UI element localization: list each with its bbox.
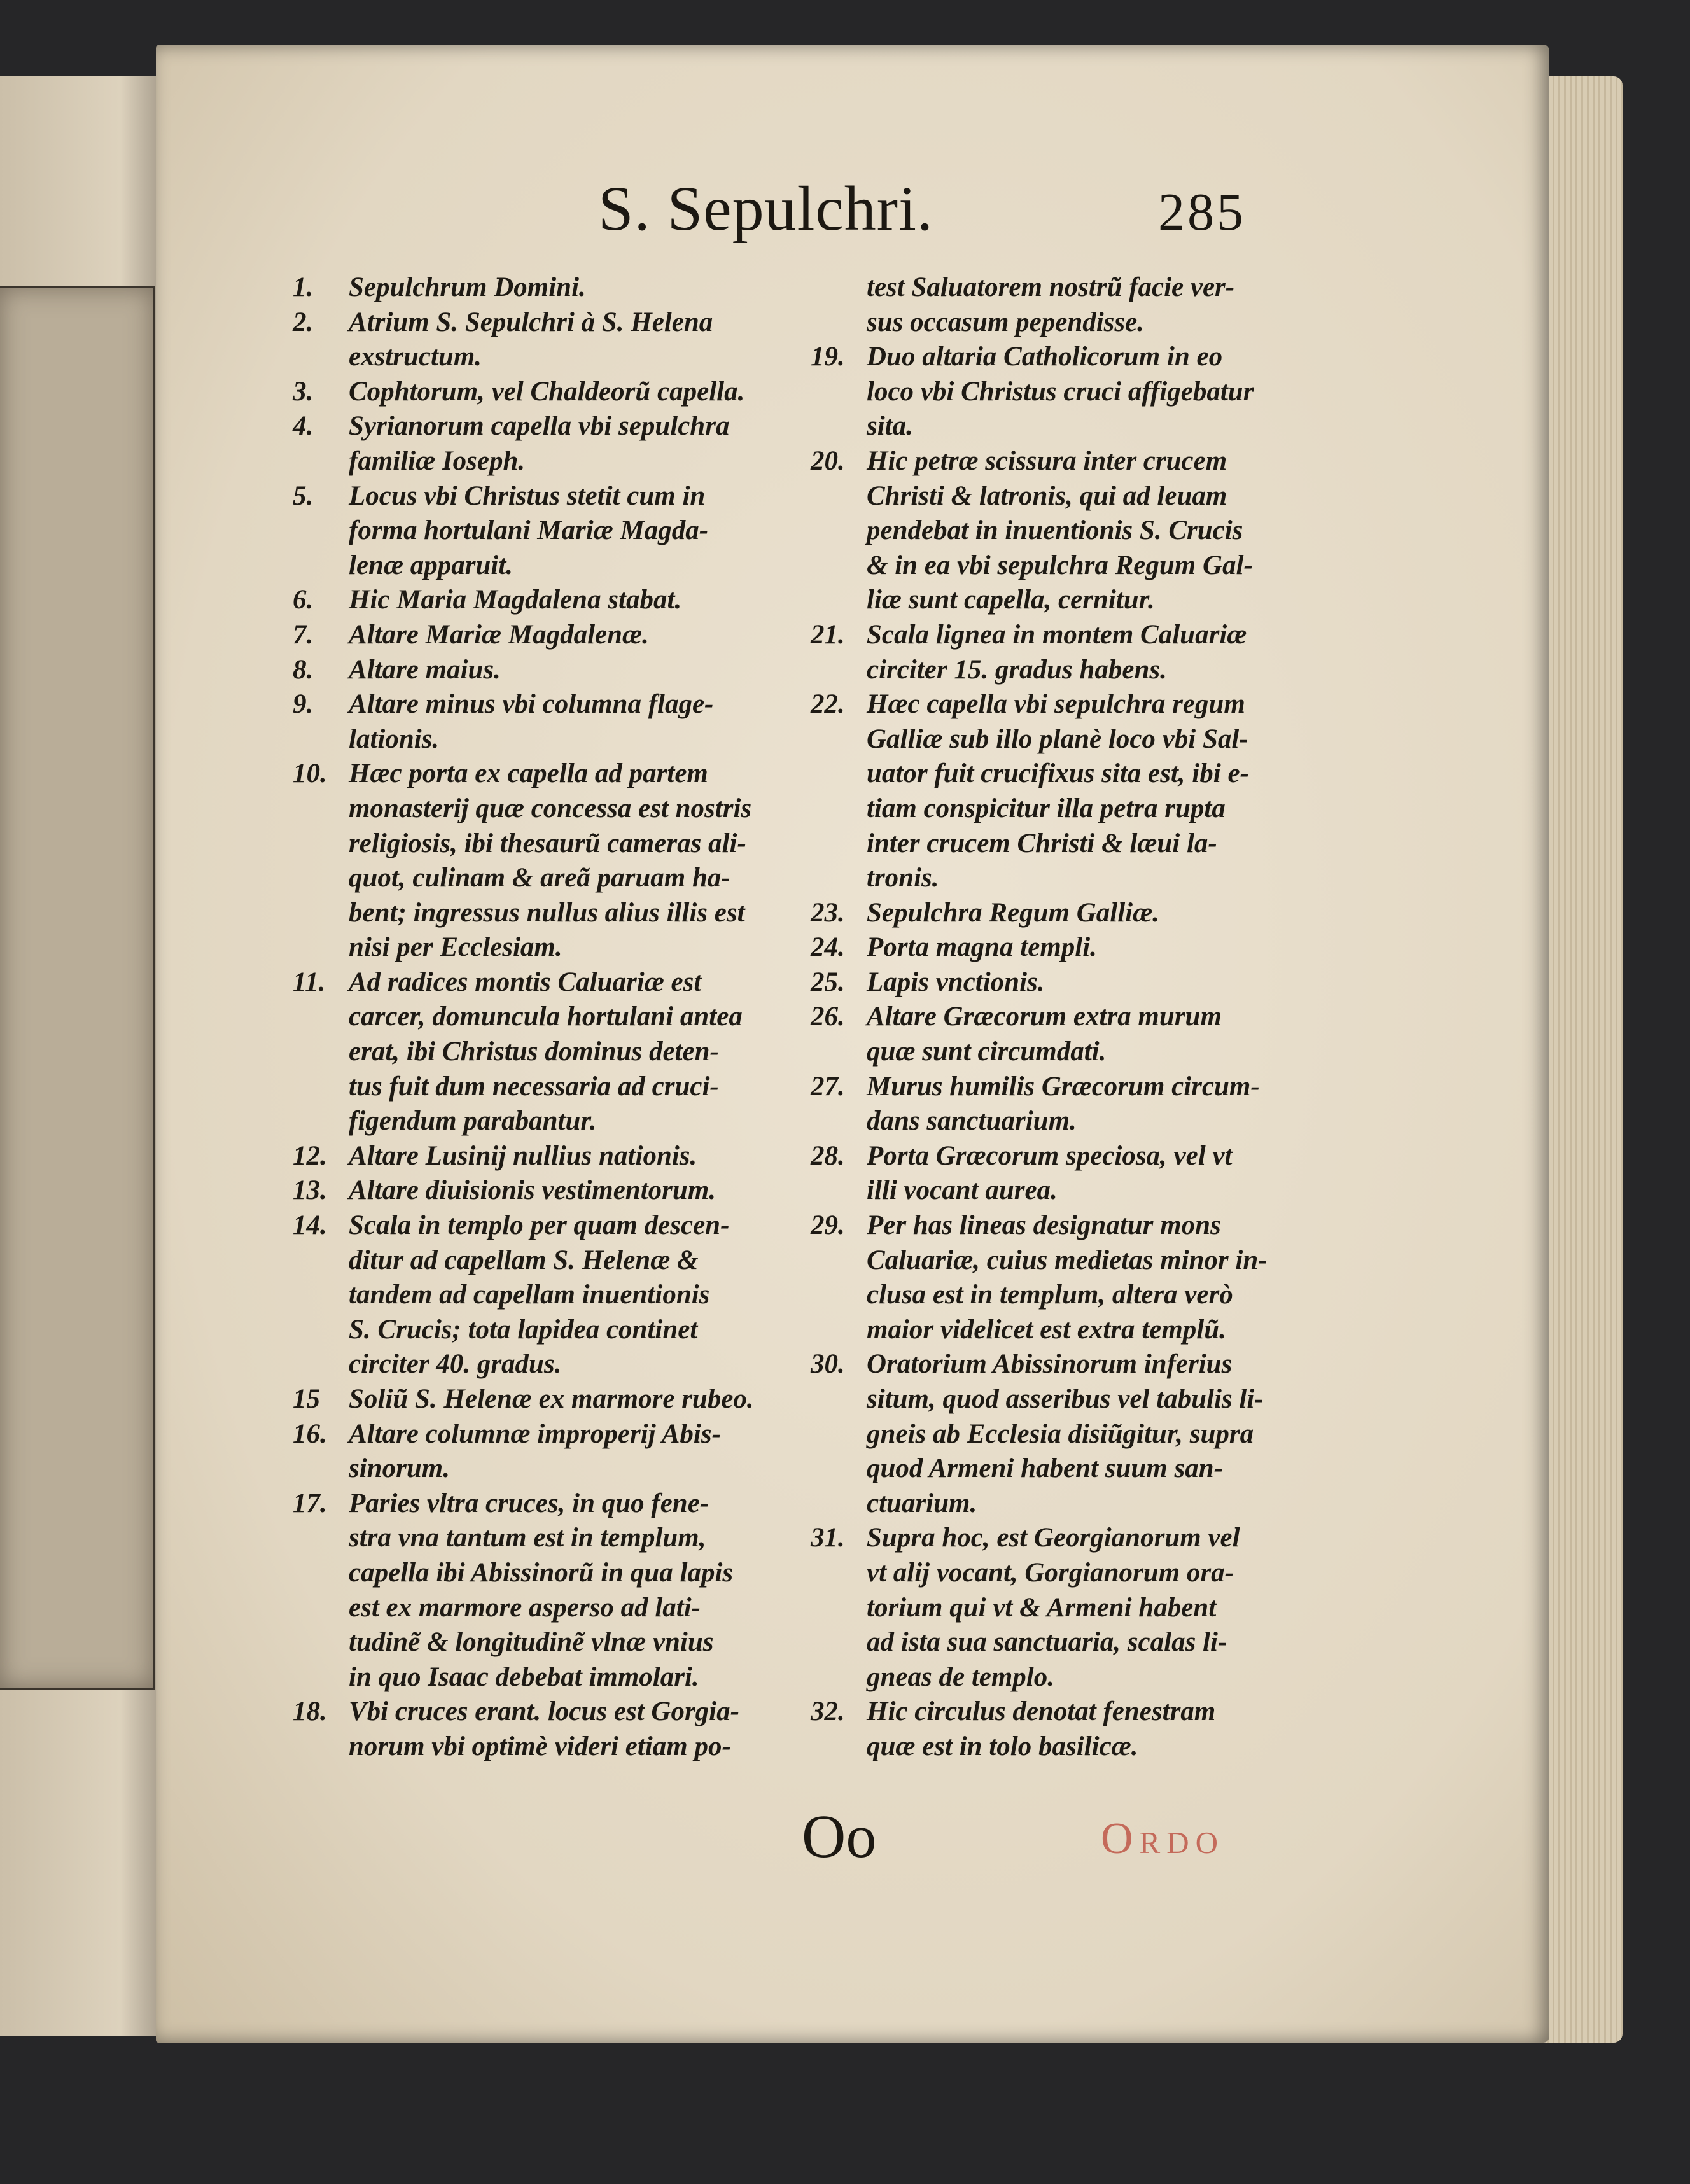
entry-number: 22. — [811, 689, 845, 720]
entry-number: 17. — [293, 1488, 327, 1518]
entry-text-line: est ex marmore asperso ad lati- — [349, 1592, 701, 1623]
entry-text-line: quæ sunt circumdati. — [867, 1037, 1107, 1067]
legend-entry — [293, 305, 775, 375]
entry-text-line: inter crucem Christi & læui la- — [867, 828, 1217, 858]
legend-entry — [811, 618, 1287, 687]
legend-entry — [293, 479, 775, 584]
entry-text-line: pendebat in inuentionis S. Crucis — [867, 515, 1243, 546]
entry-text-line: capella ibi Abissinorũ in qua lapis — [349, 1557, 734, 1588]
legend-entry — [293, 375, 775, 410]
legend-entry — [293, 1695, 775, 1764]
legend-entry — [811, 340, 1287, 444]
entry-text-line: Ad radices montis Caluariæ est — [349, 967, 702, 997]
entry-text-line: forma hortulani Mariæ Magda- — [349, 515, 709, 546]
entry-text-line: sita. — [867, 411, 913, 442]
entry-number: 25. — [811, 967, 845, 997]
entry-text-line: Duo altaria Catholicorum in eo — [867, 342, 1223, 372]
legend-entry — [293, 757, 775, 965]
entry-text-line: Vbi cruces erant. locus est Gorgia- — [349, 1697, 739, 1727]
signature-mark: Oo — [802, 1802, 877, 1870]
entry-text-line: Scala lignea in montem Caluariæ — [867, 619, 1247, 650]
entry-number: 29. — [811, 1210, 845, 1241]
entry-text-line: Supra hoc, est Georgianorum vel — [867, 1523, 1240, 1553]
entry-text-line: & in ea vbi sepulchra Regum Gal- — [867, 550, 1253, 580]
legend-entry — [293, 583, 775, 618]
entry-text-line: torium qui vt & Armeni habent — [867, 1592, 1217, 1623]
entry-text-line: Locus vbi Christus stetit cum in — [349, 480, 706, 511]
entry-number: 13. — [293, 1175, 327, 1206]
entry-text-line: bent; ingressus nullus alius illis est — [349, 897, 745, 928]
entry-number: 20. — [811, 445, 845, 476]
entry-text-line: Altare Mariæ Magdalenæ. — [349, 619, 649, 650]
entry-text-line: loco vbi Christus cruci affigebatur — [867, 376, 1254, 407]
entry-text-line: familiæ Ioseph. — [349, 445, 526, 476]
entry-number: 24. — [811, 932, 845, 963]
entry-number: 30. — [811, 1349, 845, 1380]
entry-number: 18. — [293, 1697, 327, 1727]
entry-text-line: sus occasum pependisse. — [867, 307, 1144, 337]
entry-number: 23. — [811, 897, 845, 928]
entry-text-line: figendum parabantur. — [349, 1106, 597, 1137]
entry-text-line: gneas de templo. — [867, 1662, 1054, 1692]
entry-text-line: lationis. — [349, 724, 440, 754]
legend-entry — [811, 965, 1287, 1000]
entry-number: 10. — [293, 759, 327, 789]
legend-entry — [811, 687, 1287, 896]
entry-text-line: Hæc capella vbi sepulchra regum — [867, 689, 1245, 720]
entry-text-line: Atrium S. Sepulchri à S. Helena — [349, 307, 713, 337]
entry-number: 19. — [811, 342, 845, 372]
legend-entry — [811, 1695, 1287, 1764]
entry-text-line: illi vocant aurea. — [867, 1175, 1058, 1206]
entry-text-line: Cophtorum, vel Chaldeorũ capella. — [349, 376, 745, 407]
entry-number: 32. — [811, 1697, 845, 1727]
entry-text-line: maior videlicet est extra templũ. — [867, 1314, 1226, 1345]
entry-text-line: tus fuit dum necessaria ad cruci- — [349, 1071, 719, 1102]
entry-text-line: Hic circulus denotat fenestram — [867, 1697, 1216, 1727]
entry-text-line: stra vna tantum est in templum, — [349, 1523, 706, 1553]
entry-text-line: lenæ apparuit. — [349, 550, 513, 580]
entry-number: 31. — [811, 1523, 845, 1553]
entry-number: 2. — [293, 307, 314, 337]
entry-text-line: Lapis vnctionis. — [867, 967, 1045, 997]
entry-text-line: ctuarium. — [867, 1488, 977, 1518]
entry-text-line: gneis ab Ecclesia disiũgitur, supra — [867, 1418, 1254, 1449]
entry-text-line: Soliũ S. Helenæ ex marmore rubeo. — [349, 1384, 754, 1414]
entry-text-line: exstructum. — [349, 342, 482, 372]
entry-text-line: quæ est in tolo basilicæ. — [867, 1731, 1138, 1761]
legend-entry — [293, 409, 775, 479]
engraving-plate — [0, 286, 155, 1690]
entry-text-line: Altare Lusinij nullius nationis. — [349, 1140, 697, 1171]
entry-number: 9. — [293, 689, 314, 720]
legend-entry — [811, 930, 1287, 965]
entry-number: 6. — [293, 585, 314, 615]
entry-text-line: quot, culinam & areã paruam ha- — [349, 863, 730, 893]
legend-entry — [293, 1487, 775, 1695]
entry-text-line: Hic petræ scissura inter crucem — [867, 445, 1227, 476]
entry-text-line: Porta magna templi. — [867, 932, 1097, 963]
legend-entry — [811, 1000, 1287, 1069]
running-head: S. Sepulchri. — [598, 173, 933, 244]
entry-text-line: nisi per Ecclesiam. — [349, 932, 562, 963]
entry-text-line: tandem ad capellam inuentionis — [349, 1280, 710, 1310]
legend-entry — [293, 270, 775, 305]
entry-text-line: Caluariæ, cuius medietas minor in- — [867, 1245, 1268, 1275]
legend-column-left — [293, 270, 775, 1765]
entry-text-line: monasterij quæ concessa est nostris — [349, 793, 752, 823]
legend-column-right — [811, 270, 1287, 1765]
catchword: Ordo — [1101, 1814, 1225, 1863]
entry-text-line: religiosis, ibi thesaurũ cameras ali- — [349, 828, 746, 858]
entry-text-line: liæ sunt capella, cernitur. — [867, 585, 1155, 615]
entry-text-line: tudinẽ & longitudinẽ vlnæ vnius — [349, 1627, 714, 1658]
entry-number: 16. — [293, 1418, 327, 1449]
legend-entry — [811, 1070, 1287, 1139]
entry-number: 3. — [293, 376, 314, 407]
entry-number: 7. — [293, 619, 314, 650]
entry-text-line: norum vbi optimè videri etiam po- — [349, 1731, 731, 1761]
entry-number: 21. — [811, 619, 845, 650]
entry-text-line: Syrianorum capella vbi sepulchra — [349, 411, 730, 442]
entry-number: 12. — [293, 1140, 327, 1171]
entry-number: 11. — [293, 967, 326, 997]
entry-number: 8. — [293, 654, 314, 685]
legend-entry — [293, 1173, 775, 1208]
legend-entry — [867, 270, 1287, 340]
entry-text-line: Scala in templo per quam descen- — [349, 1210, 730, 1241]
entry-text-line: sinorum. — [349, 1453, 450, 1484]
entry-text-line: Paries vltra cruces, in quo fene- — [349, 1488, 709, 1518]
entry-text-line: ad ista sua sanctuaria, scalas li- — [867, 1627, 1227, 1658]
entry-text-line: quod Armeni habent suum san- — [867, 1453, 1223, 1484]
entry-text-line: Oratorium Abissinorum inferius — [867, 1349, 1233, 1380]
entry-text-line: Sepulchra Regum Galliæ. — [867, 897, 1159, 928]
entry-text-line: S. Crucis; tota lapidea continet — [349, 1314, 698, 1345]
entry-text-line: Altare maius. — [349, 654, 501, 685]
entry-text-line: Christi & latronis, qui ad leuam — [867, 480, 1227, 511]
entry-text-line: test Saluatorem nostrũ facie ver- — [867, 272, 1235, 302]
entry-number: 28. — [811, 1140, 845, 1171]
entry-text-line: tronis. — [867, 863, 939, 893]
entry-text-line: Murus humilis Græcorum circum- — [867, 1071, 1260, 1102]
legend-entry — [293, 1382, 775, 1417]
entry-text-line: ditur ad capellam S. Helenæ & — [349, 1245, 699, 1275]
legend-entry — [293, 1208, 775, 1382]
entry-text-line: Hæc porta ex capella ad partem — [349, 759, 708, 789]
legend-entry — [293, 1417, 775, 1487]
legend-entry — [293, 687, 775, 757]
legend-entry — [293, 618, 775, 653]
entry-text-line: Altare minus vbi columna flage- — [349, 689, 714, 720]
entry-text-line: uator fuit crucifixus sita est, ibi e- — [867, 759, 1249, 789]
entry-text-line: tiam conspicitur illa petra rupta — [867, 793, 1226, 823]
entry-text-line: circiter 15. gradus habens. — [867, 654, 1167, 685]
entry-text-line: Galliæ sub illo planè loco vbi Sal- — [867, 724, 1248, 754]
entry-text-line: erat, ibi Christus dominus deten- — [349, 1037, 719, 1067]
legend-entry — [293, 1139, 775, 1174]
entry-text-line: situm, quod asseribus vel tabulis li- — [867, 1384, 1264, 1414]
entry-text-line: Altare diuisionis vestimentorum. — [349, 1175, 716, 1206]
entry-text-line: Sepulchrum Domini. — [349, 272, 586, 302]
legend-entry — [811, 896, 1287, 931]
legend-entry — [293, 965, 775, 1139]
entry-text-line: carcer, domuncula hortulani antea — [349, 1002, 743, 1032]
entry-number: 4. — [293, 411, 314, 442]
entry-number: 14. — [293, 1210, 327, 1241]
entry-number: 27. — [811, 1071, 845, 1102]
entry-text-line: Hic Maria Magdalena stabat. — [349, 585, 682, 615]
legend-entry — [811, 1521, 1287, 1695]
legend-entry — [811, 444, 1287, 618]
entry-text-line: Porta Græcorum speciosa, vel vt — [867, 1140, 1233, 1171]
page-number: 285 — [1158, 183, 1246, 242]
entry-text-line: clusa est in templum, altera verò — [867, 1280, 1233, 1310]
entry-number: 1. — [293, 272, 314, 302]
legend-entry — [811, 1139, 1287, 1208]
entry-text-line: Altare columnæ improperij Abis- — [349, 1418, 721, 1449]
entry-text-line: Altare Græcorum extra murum — [867, 1002, 1222, 1032]
legend-entry — [293, 653, 775, 688]
entry-text-line: Per has lineas designatur mons — [867, 1210, 1221, 1241]
entry-text-line: circiter 40. gradus. — [349, 1349, 562, 1380]
entry-number: 26. — [811, 1002, 845, 1032]
entry-text-line: vt alij vocant, Gorgianorum ora- — [867, 1557, 1234, 1588]
legend-entry — [811, 1347, 1287, 1521]
entry-number: 15 — [293, 1384, 320, 1414]
entry-text-line: dans sanctuarium. — [867, 1106, 1077, 1137]
entry-number: 5. — [293, 480, 314, 511]
entry-text-line: in quo Isaac debebat immolari. — [349, 1662, 699, 1692]
legend-entry — [811, 1208, 1287, 1347]
